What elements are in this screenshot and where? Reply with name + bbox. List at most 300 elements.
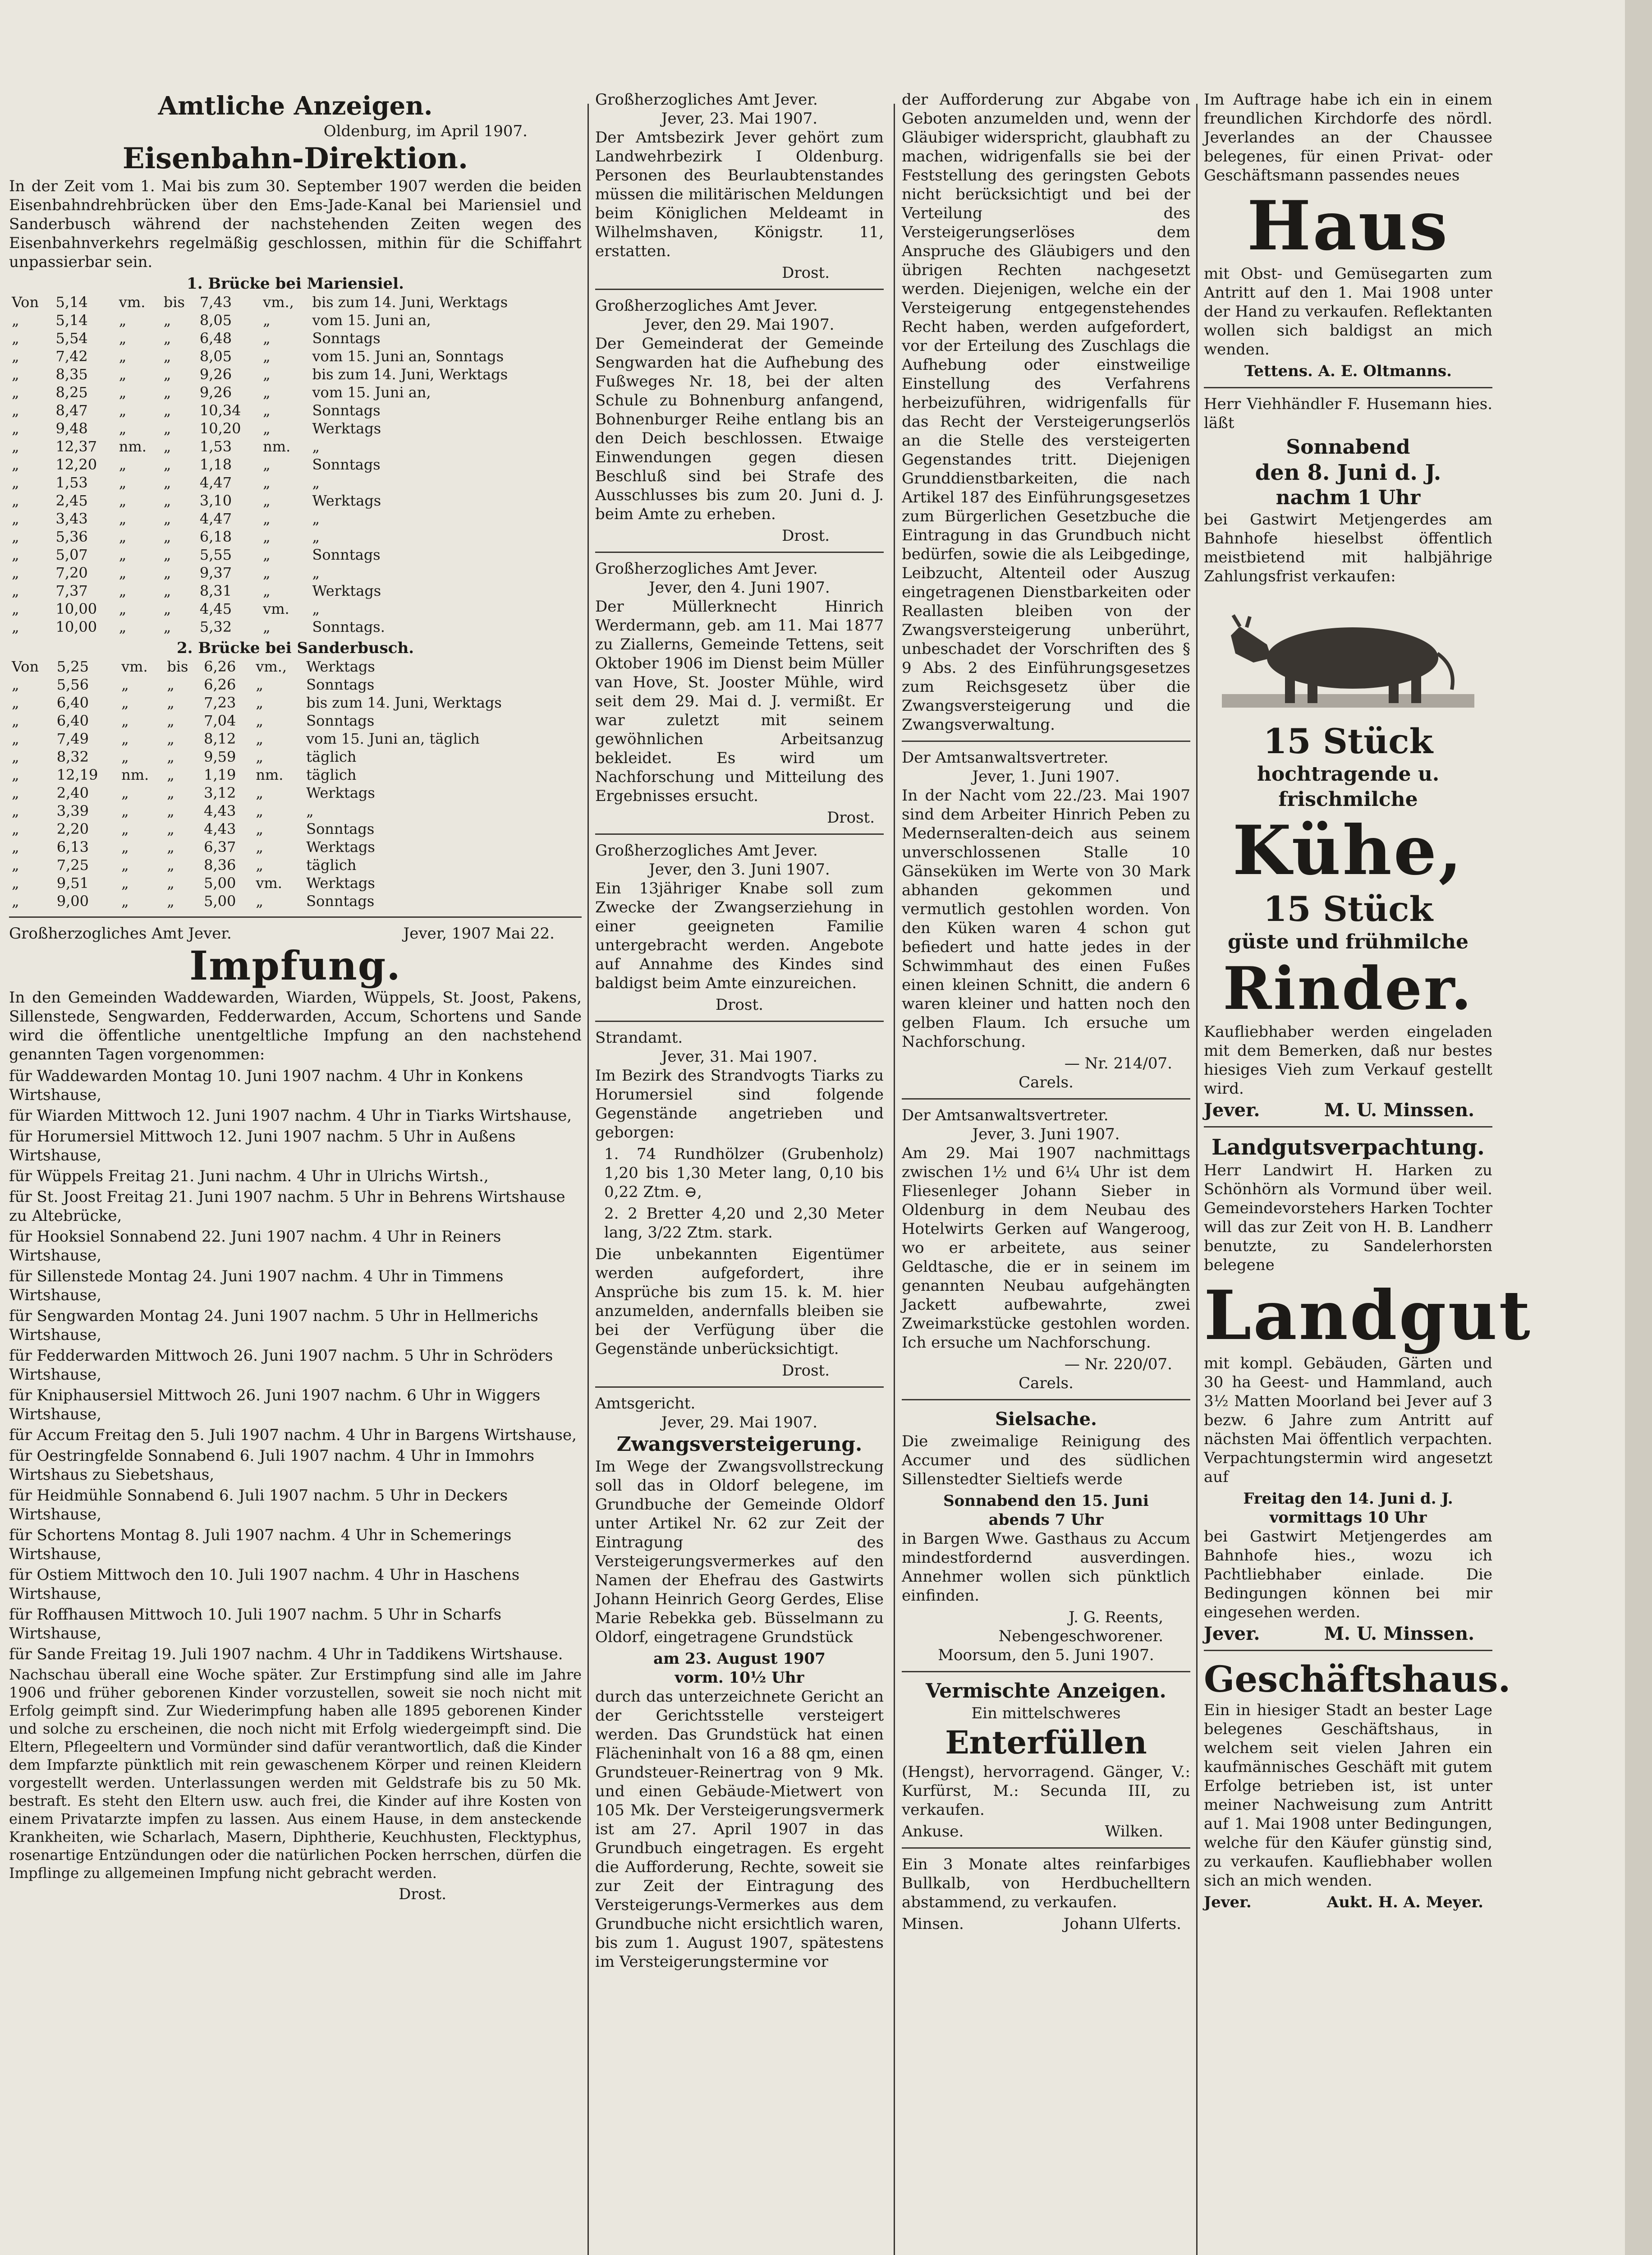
divider [595,1386,884,1388]
vaccination-entry: für Roffhausen Mittwoch 10. Juli 1907 nachm. 5 Uhr in Scharfs Wirtshause, [9,1606,502,1643]
schedule-cell: 12,37 [55,438,97,455]
schedule-cell: 1,18 [199,456,232,473]
schedule-cell: „ [263,330,271,347]
ad-body: Herr Viehhändler F. Husemann hies. läßt [1204,395,1492,432]
schedule-cell: 8,25 [55,384,88,401]
schedule-cell: „ [312,438,320,455]
schedule-cell: „ [119,546,127,563]
schedule-cell: 9,48 [55,420,88,437]
schedule-cell: bis [167,658,188,675]
notice-body: In den Gemeinden Waddewarden, Wiarden, Wüppels, St. Joost, Pakens, Sillenstede, Sengwarden, Fedderwarden, Accum, Schortens und Sande wird die öffentliche unentgeltliche Impfung an den nachstehend genannten Tagen vorgenommen: [9,989,582,1063]
schedule-cell: 7,04 [204,712,236,729]
ad-signature-row [902,1914,1190,1933]
schedule-cell: vom 15. Juni an, [312,312,431,329]
schedule-cell: 5,56 [56,676,89,693]
schedule-cell: „ [121,784,129,801]
schedule-cell: „ [12,712,19,729]
schedule-cell: 7,20 [55,564,88,581]
ad-desc: hochtragende u. frischmilche [1257,763,1440,811]
schedule-cell: „ [263,582,271,599]
schedule-cell: „ [167,802,174,819]
ad-body: Kaufliebhaber werden eingeladen mit dem Bemerken, daß nur bestes hiesiges Vieh zum Verkauf gestellt wird. [1204,1023,1492,1098]
ad-title: Geschäftshaus. [1204,1658,1511,1700]
signature: Drost. [782,1362,830,1380]
schedule-cell: „ [163,366,171,383]
schedule-cell: „ [12,618,19,635]
divider [9,916,582,918]
signature: M. U. Minssen. [1324,1623,1474,1644]
schedule-cell: „ [119,528,127,545]
schedule-row [9,528,582,546]
schedule-cell: „ [119,366,127,383]
notice-body: Die zweimalige Reinigung des Accumer und des südlichen Sillenstedter Sieltiefs werde [902,1432,1190,1488]
notice-date: Jever, 23. Mai 1907. [661,110,818,128]
vaccination-entry: für Wüppels Freitag 21. Juni nachm. 4 Uhr in Ulrichs Wirtsh., [9,1167,489,1185]
schedule-cell: 6,48 [199,330,232,347]
schedule-row [9,546,582,564]
schedule-cell: „ [119,384,127,401]
signature-place: Ankuse. [902,1822,964,1841]
schedule-cell: Sonntags [306,712,375,729]
schedule-cell: 4,43 [204,820,236,838]
schedule-cell: 4,47 [199,474,232,491]
schedule-cell: „ [263,618,271,635]
schedule-cell: „ [12,420,19,437]
schedule-cell: 5,25 [56,658,89,675]
notice-head: Der Amtsanwaltsvertreter. [902,1106,1109,1124]
vaccination-entry: für Waddewarden Montag 10. Juni 1907 nachm. 4 Uhr in Konkens Wirtshause, [9,1067,523,1104]
schedule-cell: Sonntags [306,676,375,693]
schedule-cell: 10,00 [55,618,97,635]
schedule-cell: täglich [306,856,357,874]
schedule-cell: „ [263,384,271,401]
notice-title: Sielsache. [995,1408,1097,1430]
schedule-cell: „ [256,712,263,729]
schedule-cell: „ [12,784,19,801]
schedule-row [9,510,582,528]
schedule-cell: „ [263,492,271,509]
schedule-cell: 1,53 [199,438,232,455]
auction-date: Sonnabend den 15. Juni [943,1492,1149,1510]
schedule-cell: 5,14 [55,294,88,311]
schedule-row [9,456,582,474]
signature: J. G. Reents, [1069,1608,1163,1626]
schedule-row [9,712,582,730]
schedule-cell: vm. [256,874,282,892]
schedule-cell: „ [12,893,19,910]
schedule-cell: „ [256,694,263,711]
schedule-cell: 7,49 [56,730,89,747]
column-4 [1204,90,1532,1912]
vaccination-entry: für Sande Freitag 19. Juli 1907 nachm. 4 Uhr in Taddikens Wirtshause. [9,1645,563,1663]
schedule-row [9,492,582,510]
schedule-row [9,748,582,766]
schedule-cell: Von [12,294,39,311]
schedule-cell: „ [12,874,19,892]
schedule-row [9,365,582,383]
notice-date: Jever, den 3. Juni 1907. [649,861,830,879]
ad-desc: güste und frühmilche [1227,930,1469,953]
schedule-cell: „ [12,510,19,527]
schedule-cell: „ [121,694,129,711]
schedule-cell: täglich [306,766,357,783]
schedule-cell: 10,34 [199,402,241,419]
schedule-cell: „ [263,312,271,329]
schedule-row [9,474,582,492]
schedule-cell: 6,37 [204,838,236,856]
divider [595,289,884,290]
schedule-cell: 6,26 [204,676,236,693]
schedule-cell: Sonntags. [312,618,385,635]
schedule-cell: vm., [256,658,287,675]
ad-title: Rinder. [1223,954,1473,1023]
notice-header-row [9,924,582,943]
schedule-cell: „ [12,312,19,329]
schedule-cell: 6,40 [56,712,89,729]
schedule-cell: vm. [263,600,289,617]
notice-head: Großherzogliches Amt Jever. [595,842,818,860]
schedule-cell: „ [121,838,129,856]
auction-date: am 23. August 1907 [653,1650,826,1668]
schedule-cell: nm. [263,438,291,455]
ad-signature-row [1204,1893,1492,1912]
auction-time: vormittags 10 Uhr [1269,1509,1427,1527]
schedule-cell: „ [163,528,171,545]
schedule-cell: 6,26 [204,658,236,675]
schedule-cell: 8,05 [199,312,232,329]
schedule-cell: täglich [306,748,357,765]
schedule-cell: „ [263,348,271,365]
schedule-cell: „ [256,838,263,856]
schedule-cell: „ [312,510,320,527]
schedule-cell: Werktags [306,658,375,675]
schedule-row [9,293,582,311]
notice-head: Der Amtsanwaltsvertreter. [902,749,1109,767]
schedule-row [9,618,582,636]
schedule-cell: „ [119,456,127,473]
ad-body: mit Obst- und Gemüsegarten zum Antritt auf den 1. Mai 1908 unter der Hand zu verkaufen. Reflektanten wollen sich baldigst an mich wenden. [1204,265,1492,359]
signature: Aukt. H. A. Meyer. [1326,1893,1483,1911]
schedule-cell: Werktags [312,420,381,437]
schedule-cell: „ [263,546,271,563]
schedule-cell: vom 15. Juni an, [312,384,431,401]
schedule-cell: vom 15. Juni an, Sonntags [312,348,504,365]
schedule-cell: 10,00 [55,600,97,617]
schedule-cell: „ [263,420,271,437]
vaccination-entry: für Sengwarden Montag 24. Juni 1907 nachm. 5 Uhr in Hellmerichs Wirtshause, [9,1307,538,1344]
schedule-row [9,311,582,329]
auction-time: vorm. 10½ Uhr [675,1669,804,1687]
ad-title: Haus [1247,186,1450,266]
schedule-row [9,730,582,748]
schedule-row [9,419,582,437]
bridge-title: 1. Brücke bei Mariensiel. [187,275,404,293]
schedule-cell: „ [12,748,19,765]
column-3 [902,90,1190,1933]
schedule-cell: „ [263,474,271,491]
signature: Drost. [782,264,830,282]
schedule-cell: 10,20 [199,420,241,437]
vaccination-entry: für Ostiem Mittwoch den 10. Juli 1907 nachm. 4 Uhr in Haschens Wirtshause, [9,1566,520,1603]
signature-place: Minsen. [902,1915,964,1933]
notice-date: Jever, 31. Mai 1907. [661,1048,818,1066]
schedule-cell: „ [119,600,127,617]
notice-title: Impfung. [189,942,401,989]
section-header: Amtliche Anzeigen. [158,91,433,121]
signature: Wilken. [1105,1822,1163,1841]
notice-head: Großherzogliches Amt Jever. [595,297,818,315]
schedule-cell: bis zum 14. Juni, Werktags [312,294,508,311]
schedule-cell: „ [12,766,19,783]
schedule-cell: 5,00 [204,874,236,892]
schedule-cell: 5,36 [55,528,88,545]
reference-number: — Nr. 220/07. [1064,1355,1172,1373]
schedule-cell: „ [167,874,174,892]
signature-role: Nebengeschworener. [998,1627,1163,1645]
schedule-cell: „ [119,618,127,635]
schedule-cell: „ [163,600,171,617]
schedule-row [9,383,582,401]
schedule-cell: „ [12,348,19,365]
auction-date: Freitag den 14. Juni d. J. [1243,1490,1453,1508]
schedule-cell: 9,51 [56,874,89,892]
schedule-cell: „ [256,676,263,693]
schedule-cell: 7,37 [55,582,88,599]
schedule-cell: „ [12,582,19,599]
schedule-cell: 9,00 [56,893,89,910]
schedule-cell: „ [256,820,263,838]
schedule-cell: 8,12 [204,730,236,747]
notice-date: Jever, den 29. Mai 1907. [644,316,835,334]
schedule-cell: „ [12,438,19,455]
schedule-cell: 9,26 [199,384,232,401]
notice-body: Nachschau überall eine Woche später. Zur Erstimpfung sind alle im Jahre 1906 und früher geborenen Kinder vorzustellen, soweit sie noch nicht mit Erfolg geimpft sind. Zur Wiederimpfung haben alle 1895 geborenen Kinder und solche zu erscheinen, die noch nicht mit Erfolg wiedergeimpft sind. Die Eltern, Pflegeeltern und Vormünder sind dafür verantwortlich, daß die Kinder dem Impfarzte pünktlich mit rein gewaschenem Körper und reinen Kleidern vorgestellt werden. Unterlassungen werden mit Geldstrafe bis zu 50 Mk. bestraft. Es steht den Eltern usw. auch frei, die Kinder auf ihre Kosten von einem Privatarzte impfen zu lassen. Aus einem Hause, in dem ansteckende Krankheiten, wie Scharlach, Masern, Diphtherie, Keuchhusten, Flecktyphus, rosenartige Entzündungen oder die natürlichen Pocken herrschen, dürfen die Impflinge zu allgemeinen Impfung nicht gebracht werden. [9,1666,582,1882]
schedule-cell: bis zum 14. Juni, Werktags [306,694,502,711]
ad-signature-row [1204,1101,1492,1120]
schedule-cell: Sonntags [312,456,381,473]
schedule-cell: 2,45 [55,492,88,509]
notice-date: Jever, 3. Juni 1907. [972,1125,1120,1143]
schedule-cell: „ [121,676,129,693]
schedule-cell: „ [263,510,271,527]
ad-title: Landgutsverpachtung. [1211,1135,1485,1160]
signature: Drost. [827,809,875,827]
auction-time: abends 7 Uhr [988,1511,1104,1529]
schedule-cell: „ [119,348,127,365]
schedule-cell: „ [12,528,19,545]
schedule-row [9,658,582,676]
schedule-cell: bis zum 14. Juni, Werktags [312,366,508,383]
schedule-row [9,564,582,582]
signature: Carels. [1019,1073,1074,1091]
schedule-cell: „ [121,874,129,892]
schedule-cell: „ [312,600,320,617]
schedule-cell: „ [12,676,19,693]
schedule-cell: „ [163,402,171,419]
schedule-cell: „ [12,402,19,419]
schedule-cell: 8,36 [204,856,236,874]
divider [595,1021,884,1022]
notice-body: Ein 13jähriger Knabe soll zum Zwecke der Zwangserziehung in einer geeigneten Familie untergebracht werden. Angebote auf Annahme des Kindes sind baldigst beim Amte einzureichen. [595,879,884,992]
notice-body: der Aufforderung zur Abgabe von Geboten anzumelden und, wenn der Gläubiger widerspricht, glaubhaft zu machen, widrigenfalls sie bei der Feststellung des geringsten Gebots nicht berücksichtigt und bei der Verteilung des Versteigerungserlöses dem Anspruche des Gläubigers und den übrigen Rechten nachgesetzt werden. Diejenigen, welche ein der Versteigerung entgegenstehendes Recht haben, werden aufgefordert, vor der Erteilung des Zuschlags die Aufhebung oder einstweilige Einstellung des Verfahrens herbeizuführen, widrigenfalls für das Recht der Versteigerungserlös an die Stelle des versteigerten Gegenstandes tritt. Diejenigen Grunddienstbarkeiten, die nach Artikel 187 des Einführungsgesetzes zum Bürgerlichen Gesetzbuche die Eintragung in das Grundbuch nicht bedürfen, sowie die als Leibgedinge, Leibzucht, Altenteil oder Auszug eingetragenen Dienstbarkeiten oder Reallasten bleiben von der Zwangsversteigerung unberührt, unbeschadet der Vorschriften des § 9 Abs. 2 des Einführungsgesetzes zum Reichsgesetz über die Zwangsversteigerung und die Zwangsverwaltung. [902,91,1190,734]
schedule-cell: „ [167,676,174,693]
notice-body: Der Gemeinderat der Gemeinde Sengwarden hat die Aufhebung des Fußweges Nr. 18, bei der alten Schule zu Bohnenburg anfangend, Bohnenburger Reihe entlang bis an den Deich beschlossen. Etwaige Einwendungen gegen diesen Beschluß sind bei Strafe des Ausschlusses bis zum 20. Juni d. J. beim Amte zu erheben. [595,335,884,523]
divider [1204,387,1492,388]
schedule-cell: Von [12,658,39,675]
schedule-cell: „ [12,820,19,838]
auction-date: den 8. Juni d. J. [1255,460,1441,485]
schedule-cell: „ [121,712,129,729]
schedule-cell: „ [12,330,19,347]
schedule-cell: 12,19 [56,766,98,783]
schedule-cell: vm., [263,294,294,311]
schedule-cell: 8,05 [199,348,232,365]
notice-date: Jever, 1. Juni 1907. [972,768,1120,786]
vaccination-entry: für St. Joost Freitag 21. Juni 1907 nachm. 5 Uhr in Behrens Wirtshause zu Altebrücke, [9,1188,565,1225]
signature: Drost. [716,996,763,1014]
notice-body: Die unbekannten Eigentümer werden aufgefordert, ihre Ansprüche bis zum 15. k. M. hier anzumelden, andernfalls bleiben sie bei der Verfügung über die Gegenstände unberücksichtigt. [595,1245,884,1358]
schedule-cell: „ [163,348,171,365]
schedule-row [9,329,582,347]
schedule-cell: 6,40 [56,694,89,711]
schedule-cell: „ [256,856,263,874]
schedule-cell: „ [163,420,171,437]
schedule-cell: „ [119,582,127,599]
schedule-cell: 7,43 [199,294,232,311]
schedule-cell: „ [119,330,127,347]
schedule-cell: „ [163,456,171,473]
schedule-cell: „ [163,618,171,635]
schedule-cell: 5,54 [55,330,88,347]
schedule-cell: vm. [119,294,146,311]
schedule-row [9,401,582,419]
divider [595,552,884,553]
schedule-cell: „ [167,893,174,910]
schedule-cell: „ [167,766,174,783]
notice-head: Großherzogliches Amt Jever. [595,91,818,109]
authority: Großherzogliches Amt Jever. [9,925,232,943]
schedule-row [9,582,582,600]
ad-pre: Ein mittelschweres [971,1704,1121,1722]
bridge-schedule-table [9,658,582,910]
schedule-row [9,784,582,802]
ad-body: Ein 3 Monate altes reinfarbiges Bullkalb, von Herdbuchelltern abstammend, zu verkaufen. [902,1855,1190,1911]
signature-place: Jever. [1204,1893,1252,1911]
ad-body: (Hengst), hervorragend. Gänger, V.: Kurfürst, M.: Secunda III, zu verkaufen. [902,1763,1190,1819]
signature: Johann Ulferts. [1063,1915,1181,1933]
notice-body: In der Zeit vom 1. Mai bis zum 30. September 1907 werden die beiden Eisenbahndrehbrücken über den Ems-Jade-Kanal bei Mariensiel und Sanderbusch während der nachstehenden Zeiten wegen des Eisenbahnverkehrs regelmäßig geschlossen, mithin für die Schiffahrt unpassierbar sein. [9,177,582,271]
schedule-cell: 6,13 [56,838,89,856]
schedule-cell: „ [119,312,127,329]
schedule-cell: „ [167,820,174,838]
schedule-cell: „ [263,528,271,545]
schedule-cell: „ [312,528,320,545]
vaccination-entry: für Wiarden Mittwoch 12. Juni 1907 nachm. 4 Uhr in Tiarks Wirtshause, [9,1107,572,1125]
notice-body: Der Müllerknecht Hinrich Werdermann, geb. am 11. Mai 1877 zu Ziallerns, Gemeinde Tettens, seit Oktober 1906 im Dienst beim Müller van Hove, St. Jooster Mühle, wird seit dem 29. Mai d. J. vermißt. Er war zuletzt mit seinem gewöhnlichen Arbeitsanzug bekleidet. Es wird um Nachforschung und Mitteilung des Ergebnisses ersucht. [595,598,884,805]
schedule-cell: 8,31 [199,582,232,599]
schedule-cell: Sonntags [306,893,375,910]
column-2 [595,90,884,1974]
schedule-cell: 8,35 [55,366,88,383]
schedule-cell: „ [163,330,171,347]
notice-body: Im Wege der Zwangsvollstreckung soll das in Oldorf belegene, im Grundbuche der Gemeinde Oldorf unter Artikel Nr. 62 zur Zeit der Eintragung des Versteigerungsvermerkes auf den Namen der Ehefrau des Gastwirts Johann Heinrich Georg Gerdes, Elise Marie Rebekka geb. Büsselmann zu Oldorf, eingetragene Grundstück [595,1458,884,1646]
divider [902,1671,1190,1672]
place-date: Moorsum, den 5. Juni 1907. [938,1646,1154,1664]
notice-title: Eisenbahn-Direktion. [122,142,468,175]
schedule-cell: „ [167,856,174,874]
divider [902,1847,1190,1849]
ad-body: mit kompl. Gebäuden, Gärten und 30 ha Geest- und Hammland, auch 3½ Matten Moorland bei Jever auf 3 bezw. 6 Jahre zum Antritt auf nächsten Mai öffentlich verpachten. Verpachtungstermin wird angesetzt auf [1204,1354,1492,1486]
notice-date: Jever, 1907 Mai 22. [403,925,555,943]
schedule-cell: Sonntags [306,820,375,838]
schedule-cell: „ [312,474,320,491]
schedule-cell: nm. [256,766,284,783]
schedule-cell: 4,45 [199,600,232,617]
ad-count: 15 Stück [1263,721,1433,761]
schedule-cell: „ [119,420,127,437]
schedule-cell: 8,32 [56,748,89,765]
schedule-cell: „ [306,802,314,819]
vaccination-entry: für Kniphausersiel Mittwoch 26. Juni 1907 nachm. 6 Uhr in Wiggers Wirtshause, [9,1386,541,1423]
signature: Tettens. A. E. Oltmanns. [1244,362,1452,380]
schedule-cell: 2,40 [56,784,89,801]
schedule-cell: „ [121,802,129,819]
schedule-cell: Sonntags [312,402,381,419]
notice-body: in Bargen Wwe. Gasthaus zu Accum mindestfordernd ausverdingen. Annehmer wollen sich pünktlich einfinden. [902,1530,1190,1605]
schedule-cell: „ [12,730,19,747]
schedule-cell: „ [119,402,127,419]
schedule-cell: „ [163,492,171,509]
ad-body: bei Gastwirt Metjengerdes am Bahnhofe hies., wozu ich Pachtliebhaber einlade. Die Bedingungen können bei mir eingesehen werden. [1204,1528,1492,1621]
notice-date: Jever, den 4. Juni 1907. [649,579,830,597]
section-header: Vermischte Anzeigen. [926,1680,1166,1703]
schedule-cell: 4,47 [199,510,232,527]
notice-body: Der Amtsbezirk Jever gehört zum Landwehrbezirk I Oldenburg. Personen des Beurlaubtenstandes müssen die militärischen Meldungen beim Königlichen Meldeamt in Wilhelmshaven, Königstr. 11, erstatten. [595,129,884,260]
vaccination-entry: für Heidmühle Sonnabend 6. Juli 1907 nachm. 5 Uhr in Deckers Wirtshause, [9,1486,508,1523]
column-rule-2 [894,104,895,2255]
schedule-cell: „ [256,893,263,910]
schedule-cell: „ [167,748,174,765]
notice-body: Am 29. Mai 1907 nachmittags zwischen 1½ und 6¼ Uhr ist dem Fliesenleger Johann Sieber in Oldenburg in dem Neubau des Hotelwirts Gerken auf Wangeroog, wo er arbeitete, aus seiner Geldtasche, die er in seinem im genannten Neubau aufgehängten Jackett aufbewahrte, zwei Zweimarkstücke gestohlen worden. Ich ersuche um Nachforschung. [902,1144,1190,1352]
schedule-cell: „ [163,384,171,401]
schedule-cell: „ [163,510,171,527]
schedule-cell: vom 15. Juni an, täglich [306,730,480,747]
schedule-row [9,802,582,820]
schedule-cell: „ [12,474,19,491]
schedule-row [9,437,582,456]
notice-head: Amtsgericht. [595,1394,696,1413]
auction-time: nachm 1 Uhr [1276,486,1421,509]
schedule-cell: „ [12,838,19,856]
schedule-cell: 6,18 [199,528,232,545]
schedule-cell: „ [121,893,129,910]
vaccination-entry: für Hooksiel Sonnabend 22. Juni 1907 nachm. 4 Uhr in Reiners Wirtshause, [9,1228,501,1265]
signature-place: Jever. [1204,1100,1260,1121]
schedule-row [9,838,582,856]
divider [1204,1126,1492,1128]
schedule-cell: 5,32 [199,618,232,635]
schedule-cell: 1,19 [204,766,236,783]
schedule-row [9,820,582,838]
schedule-cell: „ [12,492,19,509]
schedule-cell: vm. [121,658,148,675]
scan-edge [1625,0,1652,2255]
schedule-cell: „ [119,564,127,581]
ad-signature-row [902,1822,1190,1841]
schedule-row [9,694,582,712]
vaccination-entry: für Horumersiel Mittwoch 12. Juni 1907 nachm. 5 Uhr in Außens Wirtshause, [9,1128,516,1164]
newspaper-page [9,90,1614,2255]
